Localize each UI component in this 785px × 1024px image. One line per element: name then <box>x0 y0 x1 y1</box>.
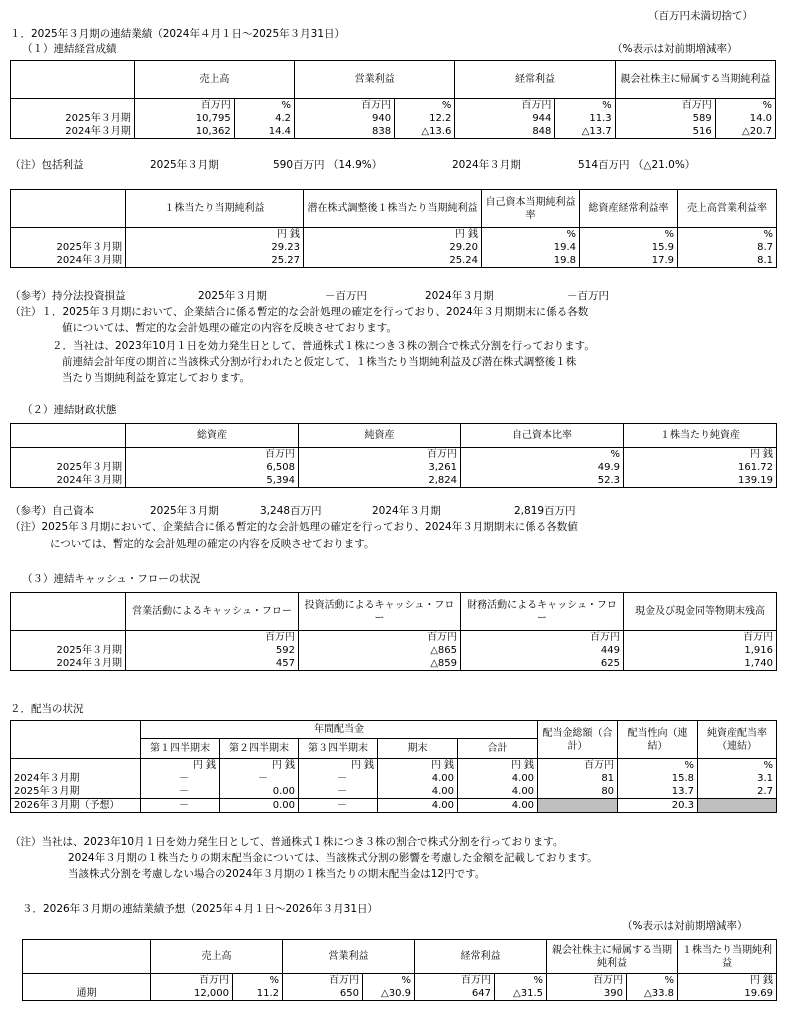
equity-method-fy25-value: －百万円 <box>325 290 367 302</box>
row-label: 2025年３月期 <box>11 461 126 474</box>
cell: － <box>141 772 220 785</box>
header-year-end: 期末 <box>378 739 458 759</box>
unit: % <box>363 974 415 988</box>
unit: 円 銭 <box>141 759 220 773</box>
cell: 8.7 <box>678 241 777 254</box>
row-label: 2024年３月期 <box>11 125 135 139</box>
financial-position-table <box>10 423 777 488</box>
cell: 14.0 <box>715 112 775 125</box>
unit: % <box>234 99 294 113</box>
header-financing-cf: 財務活動によるキャッシュ・フロー <box>461 593 624 631</box>
unit: 円 銭 <box>458 759 538 773</box>
section1-title: １．2025年３月期の連結業績（2024年４月１日～2025年３月31日） <box>10 28 346 40</box>
rounding-note: （百万円未満切捨て） <box>648 10 753 22</box>
header-total-assets: 総資産 <box>126 424 299 448</box>
unit: 百万円 <box>299 631 461 645</box>
unit: % <box>395 99 455 113</box>
header-total-dividend: 配当金総額（合計） <box>538 721 618 759</box>
cell: 650 <box>283 987 363 1001</box>
unit: 円 銭 <box>378 759 458 773</box>
unit: % <box>580 228 678 242</box>
cell: 4.00 <box>378 772 458 785</box>
unit: 円 銭 <box>624 448 777 462</box>
cell: 4.00 <box>458 799 538 813</box>
unit: 百万円 <box>455 99 555 113</box>
header-net-profit: 親会社株主に帰属する当期純利益 <box>547 940 678 974</box>
note-line: 値については、暫定的な会計処理の確定の内容を反映させております。 <box>62 322 397 334</box>
header-roe: 自己資本当期純利益率 <box>482 190 580 228</box>
forecast-table <box>22 939 777 1001</box>
cell: 0.00 <box>220 785 299 799</box>
cell: 19.8 <box>482 254 580 268</box>
unit: 百万円 <box>126 448 299 462</box>
header-net-assets: 純資産 <box>299 424 461 448</box>
row-label: 2024年３月期 <box>11 772 141 785</box>
row-label: 2026年３月期（予想） <box>11 799 141 813</box>
cell: △13.7 <box>555 125 615 139</box>
unit: % <box>461 448 624 462</box>
table-row <box>11 644 777 657</box>
row-label: 2024年３月期 <box>11 474 126 488</box>
cell: 944 <box>455 112 555 125</box>
header-diluted-eps: 潜在株式調整後１株当たり当期純利益 <box>304 190 482 228</box>
equity-fy25-value: 3,248百万円 <box>260 505 322 517</box>
cell: 139.19 <box>624 474 777 488</box>
header-investing-cf: 投資活動によるキャッシュ・フロー <box>299 593 461 631</box>
cell: △865 <box>299 644 461 657</box>
cell: 516 <box>615 125 715 139</box>
cell: － <box>299 772 378 785</box>
cell: 625 <box>461 657 624 671</box>
unit: 円 銭 <box>304 228 482 242</box>
cell: 4.00 <box>378 785 458 799</box>
cell: 6,508 <box>126 461 299 474</box>
unit: 百万円 <box>299 448 461 462</box>
unit: 百万円 <box>283 974 363 988</box>
cell: 80 <box>538 785 618 799</box>
header-roa: 総資産経常利益率 <box>580 190 678 228</box>
cell: 10,362 <box>134 125 234 139</box>
unit: 百万円 <box>538 759 618 773</box>
unit: % <box>698 759 777 773</box>
header-cash-balance: 現金及び現金同等物期末残高 <box>624 593 777 631</box>
unit: % <box>715 99 775 113</box>
note-line: 2024年３月期の１株当たりの期末配当金については、当該株式分割の影響を考慮した金額を記載しております。 <box>68 852 598 864</box>
equity-method-fy25: 2025年３月期 <box>198 290 267 302</box>
unit: 円 銭 <box>126 228 304 242</box>
cell: 4.00 <box>458 772 538 785</box>
dividends-table <box>10 720 777 813</box>
annual-dividend-header: 年間配当金 <box>141 721 538 739</box>
pct-note-3: （%表示は対前期増減率） <box>622 920 748 932</box>
table-row <box>11 112 776 125</box>
unit: 百万円 <box>295 99 395 113</box>
header-net-profit: 親会社株主に帰属する当期純利益 <box>615 61 775 99</box>
table-row <box>23 987 777 1001</box>
cell: 838 <box>295 125 395 139</box>
cell: － <box>299 785 378 799</box>
header-bps: １株当たり純資産 <box>624 424 777 448</box>
header-sales: 売上高 <box>151 940 283 974</box>
cell: 11.3 <box>555 112 615 125</box>
cell: 20.3 <box>618 799 698 813</box>
cell: 1,740 <box>624 657 777 671</box>
header-equity-ratio: 自己資本比率 <box>461 424 624 448</box>
forecast-title: ３．2026年３月期の連結業績予想（2025年４月１日～2026年３月31日） <box>22 903 379 915</box>
header-doe: 純資産配当率（連結） <box>698 721 777 759</box>
comprehensive-fy25: 2025年３月期 <box>150 159 219 171</box>
unit: 百万円 <box>547 974 627 988</box>
cell: 13.7 <box>618 785 698 799</box>
unit: % <box>678 228 777 242</box>
cell: － <box>220 772 299 785</box>
table-row <box>11 461 777 474</box>
note-line: ２．当社は、2023年10月１日を効力発生日として、普通株式１株につき３株の割合で株式分割を行っております。 <box>52 340 595 352</box>
table-row <box>11 799 777 813</box>
cell: 15.8 <box>618 772 698 785</box>
unit: 百万円 <box>615 99 715 113</box>
row-label: 2025年３月期 <box>11 644 126 657</box>
cell: △33.8 <box>627 987 678 1001</box>
row-label: 2025年３月期 <box>11 785 141 799</box>
cell: 449 <box>461 644 624 657</box>
cell: 161.72 <box>624 461 777 474</box>
unit: % <box>482 228 580 242</box>
cell: 25.27 <box>126 254 304 268</box>
cell: 3.1 <box>698 772 777 785</box>
financial-position-heading: （２）連結財政状態 <box>22 404 117 416</box>
per-share-table <box>10 189 777 268</box>
header-ordinary-profit: 経常利益 <box>455 61 615 99</box>
equity-method-label: （参考）持分法投資損益 <box>10 290 126 302</box>
unit: % <box>495 974 547 988</box>
cell: 12.2 <box>395 112 455 125</box>
header-operating-profit: 営業利益 <box>295 61 455 99</box>
cell: 2,824 <box>299 474 461 488</box>
cell: 592 <box>126 644 299 657</box>
unit: 百万円 <box>461 631 624 645</box>
unit: 百万円 <box>624 631 777 645</box>
cell: 17.9 <box>580 254 678 268</box>
table-row <box>11 772 777 785</box>
table-row <box>11 474 777 488</box>
note-line: 当該株式分割を考慮しない場合の2024年３月期の１株当たりの期末配当金は12円です。 <box>68 868 486 880</box>
cell: － <box>141 785 220 799</box>
equity-method-fy24-value: －百万円 <box>567 290 609 302</box>
unit: 円 銭 <box>220 759 299 773</box>
cell: 49.9 <box>461 461 624 474</box>
unit: 百万円 <box>415 974 495 988</box>
unit: 百万円 <box>134 99 234 113</box>
cell: 8.1 <box>678 254 777 268</box>
row-label: 2025年３月期 <box>11 112 135 125</box>
row-label: 2024年３月期 <box>11 657 126 671</box>
operating-results-table <box>10 60 776 139</box>
table-row <box>11 125 776 139</box>
note-line: については、暫定的な会計処理の確定の内容を反映させております。 <box>50 538 375 550</box>
cell: 4.00 <box>378 799 458 813</box>
header-q2: 第２四半期末 <box>220 739 299 759</box>
equity-fy24-value: 2,819百万円 <box>514 505 576 517</box>
note-line: 当たり当期純利益を算定しております。 <box>62 372 251 384</box>
note-line: 前連結会計年度の期首に当該株式分割が行われたと仮定して、１株当たり当期純利益及び潜在株式調整後１株 <box>62 356 577 368</box>
cell: 15.9 <box>580 241 678 254</box>
cell: △30.9 <box>363 987 415 1001</box>
cell: 390 <box>547 987 627 1001</box>
cell: 25.24 <box>304 254 482 268</box>
dividends-title: ２．配当の状況 <box>10 703 84 715</box>
unit: 百万円 <box>126 631 299 645</box>
cell: 11.2 <box>233 987 283 1001</box>
cell: 4.2 <box>234 112 294 125</box>
cell: 19.69 <box>678 987 777 1001</box>
cell: 589 <box>615 112 715 125</box>
header-ordinary-profit: 経常利益 <box>415 940 547 974</box>
row-label: 2024年３月期 <box>11 254 126 268</box>
note-line: （注）１．2025年３月期において、企業結合に係る暫定的な会計処理の確定を行っており、2024年３月期期末に係る各数 <box>10 306 589 318</box>
cell: 29.20 <box>304 241 482 254</box>
cell: 940 <box>295 112 395 125</box>
operating-results-heading: （１）連結経営成績 <box>22 43 117 55</box>
cash-flow-heading: （３）連結キャッシュ・フローの状況 <box>22 573 201 585</box>
cell: 19.4 <box>482 241 580 254</box>
header-payout-ratio: 配当性向（連結） <box>618 721 698 759</box>
row-label: 通期 <box>23 987 151 1001</box>
cell: － <box>299 799 378 813</box>
cell: 52.3 <box>461 474 624 488</box>
unit: % <box>618 759 698 773</box>
cell: 647 <box>415 987 495 1001</box>
row-label: 2025年３月期 <box>11 241 126 254</box>
cell: △13.6 <box>395 125 455 139</box>
cell: 29.23 <box>126 241 304 254</box>
note-line: （注）当社は、2023年10月１日を効力発生日として、普通株式１株につき３株の割合で株式分割を行っております。 <box>10 836 564 848</box>
unit: % <box>627 974 678 988</box>
cell: 12,000 <box>151 987 233 1001</box>
equity-label: （参考）自己資本 <box>10 505 94 517</box>
unit: % <box>555 99 615 113</box>
equity-fy24: 2024年３月期 <box>372 505 441 517</box>
cash-flow-table <box>10 592 777 671</box>
table-row <box>11 254 777 268</box>
cell: △859 <box>299 657 461 671</box>
table-row <box>11 657 777 671</box>
cell-shaded <box>538 799 618 813</box>
cell: 14.4 <box>234 125 294 139</box>
header-total: 合計 <box>458 739 538 759</box>
cell: 2.7 <box>698 785 777 799</box>
cell: 4.00 <box>458 785 538 799</box>
cell: 3,261 <box>299 461 461 474</box>
equity-fy25: 2025年３月期 <box>150 505 219 517</box>
cell: 0.00 <box>220 799 299 813</box>
header-eps: １株当たり当期純利益 <box>678 940 777 974</box>
cell: 848 <box>455 125 555 139</box>
header-q3: 第３四半期末 <box>299 739 378 759</box>
header-operating-cf: 営業活動によるキャッシュ・フロー <box>126 593 299 631</box>
cell: 457 <box>126 657 299 671</box>
header-eps: １株当たり当期純利益 <box>126 190 304 228</box>
cell: △31.5 <box>495 987 547 1001</box>
unit: 円 銭 <box>299 759 378 773</box>
comprehensive-fy24: 2024年３月期 <box>452 159 521 171</box>
header-operating-profit: 営業利益 <box>283 940 415 974</box>
equity-method-fy24: 2024年３月期 <box>425 290 494 302</box>
unit: % <box>233 974 283 988</box>
header-op-margin: 売上高営業利益率 <box>678 190 777 228</box>
header-q1: 第１四半期末 <box>141 739 220 759</box>
cell: 10,795 <box>134 112 234 125</box>
unit: 百万円 <box>151 974 233 988</box>
unit: 円 銭 <box>678 974 777 988</box>
header-sales: 売上高 <box>134 61 294 99</box>
cell: 1,916 <box>624 644 777 657</box>
comprehensive-fy24-value: 514百万円 （△21.0%） <box>578 159 696 171</box>
cell: 5,394 <box>126 474 299 488</box>
cell: 81 <box>538 772 618 785</box>
cell: △20.7 <box>715 125 775 139</box>
table-row <box>11 241 777 254</box>
cell: － <box>141 799 220 813</box>
note-line: （注）2025年３月期において、企業結合に係る暫定的な会計処理の確定を行っており、2024年３月期期末に係る各数値 <box>10 521 578 533</box>
cell-shaded <box>698 799 777 813</box>
comprehensive-fy25-value: 590百万円 （14.9%） <box>273 159 383 171</box>
comprehensive-label: （注）包括利益 <box>10 159 84 171</box>
pct-note-1: （%表示は対前期増減率） <box>612 43 738 55</box>
table-row <box>11 785 777 799</box>
